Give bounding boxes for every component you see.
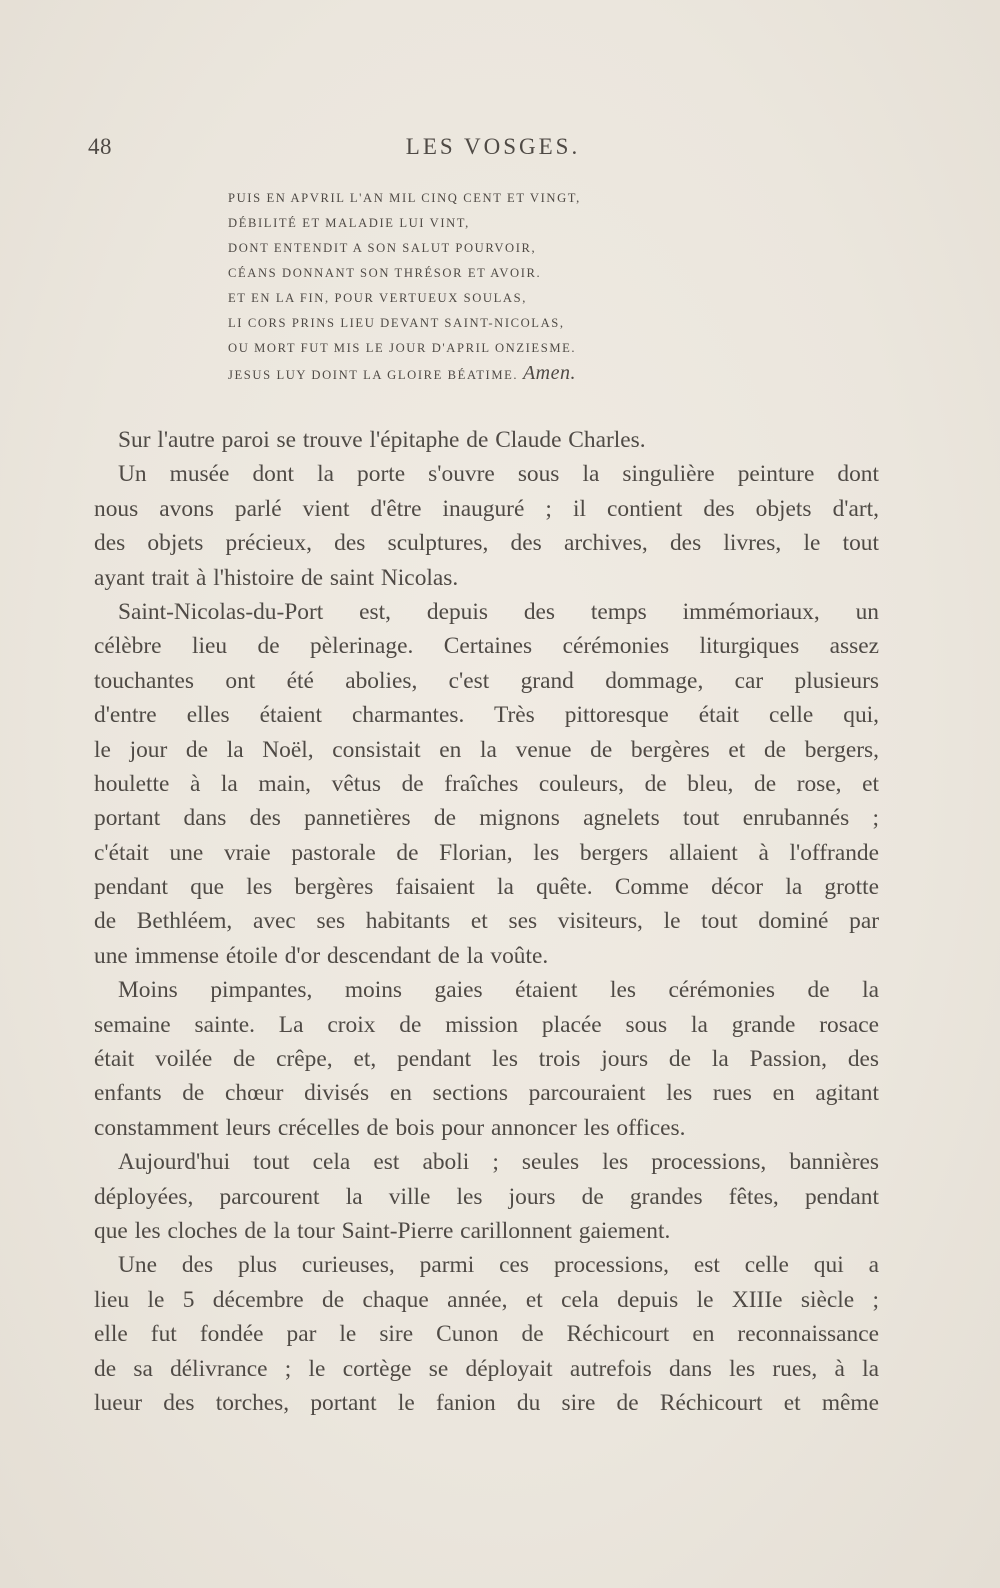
epitaph-line: CÉANS DONNANT SON THRÉSOR ET AVOIR. xyxy=(228,266,542,280)
paragraph-line: portant dans des pannetières de mignons agnelets tout enrubannés ; xyxy=(94,805,879,832)
paragraph-line: elle fut fondée par le sire Cunon de Réchicourt en reconnaissance xyxy=(94,1321,879,1348)
epitaph-line: OU MORT FUT MIS LE JOUR D'APRIL ONZIESME. xyxy=(228,341,577,355)
paragraph-line: des objets précieux, des sculptures, des archives, des livres, le tout xyxy=(94,530,879,557)
paragraph-line: Une des plus curieuses, parmi ces processions, est celle qui a xyxy=(118,1252,879,1279)
paragraph-line: c'était une vraie pastorale de Florian, les bergers allaient à l'offrande xyxy=(94,839,879,866)
paragraph-line: célèbre lieu de pèlerinage. Certaines cérémonies liturgiques assez xyxy=(94,633,879,660)
epitaph-line: ET EN LA FIN, POUR VERTUEUX SOULAS, xyxy=(228,291,527,305)
paragraph-line: était voilée de crêpe, et, pendant les trois jours de la Passion, des xyxy=(94,1046,879,1073)
epitaph-line-text: JESUS LUY DOINT LA GLOIRE BÉATIME. xyxy=(228,368,519,382)
paragraph-line: Saint-Nicolas-du-Port est, depuis des temps immémoriaux, un xyxy=(118,598,879,625)
paragraph-line: Aujourd'hui tout cela est aboli ; seules les processions, bannières xyxy=(118,1149,879,1176)
paragraph-line: pendant que les bergères faisaient la quête. Comme décor la grotte xyxy=(94,874,879,901)
epitaph-line: PUIS EN APVRIL L'AN MIL CINQ CENT ET VINGT, xyxy=(228,191,581,205)
paragraph-line: d'entre elles étaient charmantes. Très pittoresque était celle qui, xyxy=(94,702,879,729)
epitaph-block xyxy=(228,186,628,386)
paragraph-line: lueur des torches, portant le fanion du sire de Réchicourt et même xyxy=(94,1389,879,1416)
epitaph-line: DÉBILITÉ ET MALADIE LUI VINT, xyxy=(228,216,470,230)
paragraph-line: houlette à la main, vêtus de fraîches couleurs, de bleu, de rose, et xyxy=(94,770,879,797)
epitaph-amen: Amen. xyxy=(522,362,576,384)
running-title: LES VOSGES. xyxy=(405,134,581,159)
page-header xyxy=(88,134,878,174)
paragraph-line: nous avons parlé vient d'être inauguré ; il contient des objets d'art, xyxy=(94,495,879,522)
paragraph-line: le jour de la Noël, consistait en la venue de bergères et de bergers, xyxy=(94,736,879,763)
epitaph-line: LI CORS PRINS LIEU DEVANT SAINT-NICOLAS, xyxy=(228,316,565,330)
paragraph-line: de Bethléem, avec ses habitants et ses visiteurs, le tout dominé par xyxy=(94,908,879,935)
paragraph-line: que les cloches de la tour Saint-Pierre carillonnent gaiement. xyxy=(94,1217,671,1244)
paragraph-line: touchantes ont été abolies, c'est grand dommage, car plusieurs xyxy=(94,667,879,694)
paragraph-line: lieu le 5 décembre de chaque année, et cela depuis le XIIIe siècle ; xyxy=(94,1286,879,1313)
page-number: 48 xyxy=(88,134,112,159)
paragraph-line: semaine sainte. La croix de mission placée sous la grande rosace xyxy=(94,1011,879,1038)
paragraph-line: constamment leurs crécelles de bois pour annoncer les offices. xyxy=(94,1114,686,1141)
paragraph-line: ayant trait à l'histoire de saint Nicolas. xyxy=(94,564,459,591)
paragraph-line: de sa délivrance ; le cortège se déployait autrefois dans les rues, à la xyxy=(94,1355,879,1382)
paragraph-line: Un musée dont la porte s'ouvre sous la singulière peinture dont xyxy=(118,461,879,488)
paragraph-line: une immense étoile d'or descendant de la voûte. xyxy=(94,942,549,969)
paragraph-line: déployées, parcourent la ville les jours de grandes fêtes, pendant xyxy=(94,1183,879,1210)
epitaph-line: DONT ENTENDIT A SON SALUT POURVOIR, xyxy=(228,241,537,255)
body-text xyxy=(94,423,879,1420)
paragraph-line: Moins pimpantes, moins gaies étaient les cérémonies de la xyxy=(118,977,879,1004)
epitaph-last-line xyxy=(228,361,628,386)
paragraph-line: enfants de chœur divisés en sections parcouraient les rues en agitant xyxy=(94,1080,879,1107)
paragraph-line: Sur l'autre paroi se trouve l'épitaphe de Claude Charles. xyxy=(118,427,646,453)
